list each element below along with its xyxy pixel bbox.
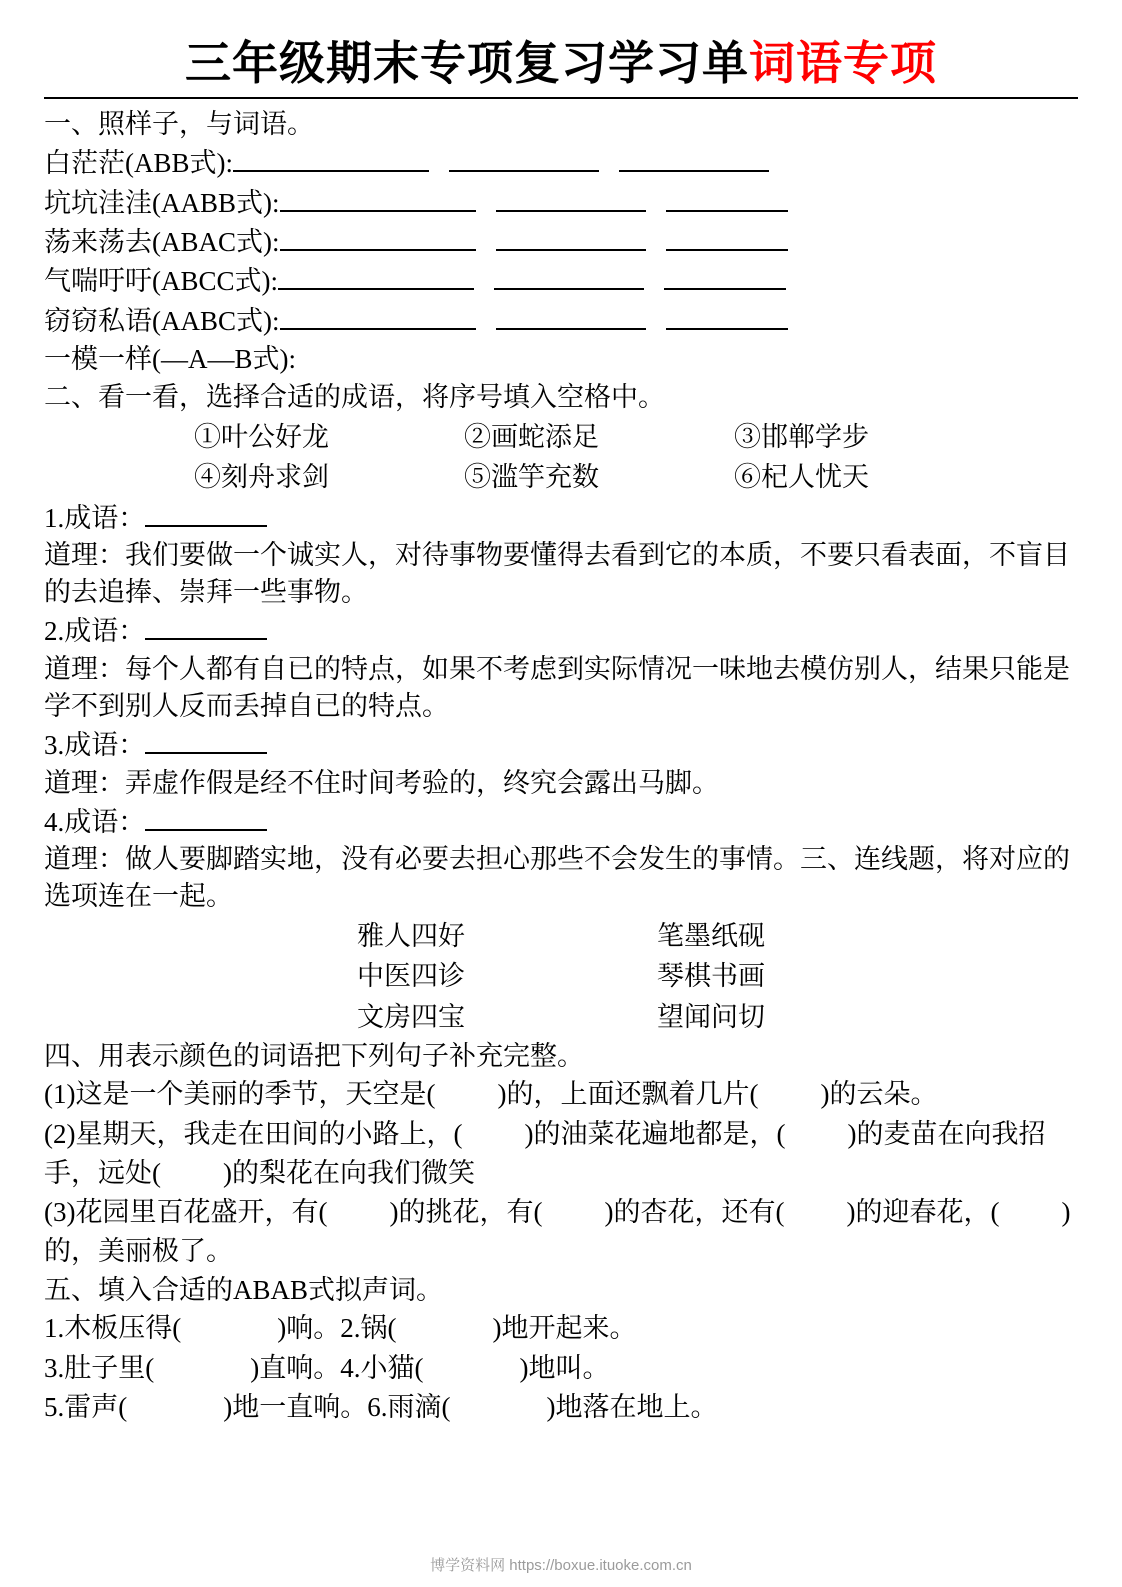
- section1-item-1-label: 白茫茫(ABB式):: [44, 148, 233, 179]
- section2-question-3-label: [44, 725, 1078, 764]
- s5-q1-text-b: )响。2.锅(: [277, 1313, 397, 1344]
- answer-blank[interactable]: [280, 222, 476, 251]
- match-right-3[interactable]: 望闻问切: [657, 1001, 765, 1032]
- idiom-option-4[interactable]: ④刻舟求剑: [194, 462, 329, 493]
- section2-heading: 二、看一看，选择合适的成语，将序号填入空格中。: [44, 382, 665, 413]
- section5-question-2: [44, 1349, 1078, 1388]
- answer-blank[interactable]: [280, 301, 476, 330]
- q2-text-b: )的油菜花遍地都是，(: [524, 1118, 786, 1149]
- match-row-2: [44, 956, 1078, 997]
- q3-text-b: )的挑花，有(: [389, 1196, 543, 1227]
- section1-item-5: [44, 301, 1078, 340]
- section1-item-2: [44, 183, 1078, 222]
- s5-q1-text-c: )地开起来。: [492, 1313, 637, 1344]
- answer-blank[interactable]: [280, 183, 476, 212]
- section4-question-2: [44, 1115, 1078, 1193]
- section5-question-1: [44, 1309, 1078, 1348]
- q1-text-b: )的，上面还飘着几片(: [497, 1079, 759, 1110]
- q2-text-a: (2)星期天，我走在田间的小路上，(: [44, 1118, 463, 1149]
- idiom-options-row-2: [44, 457, 1078, 498]
- q3-text-e: )的，美丽极了。: [44, 1196, 1071, 1266]
- section2-question-1-reason: 道理：我们要做一个诚实人，对待事物要懂得去看到它的本质，不要只看表面，不盲目的去追捧、崇拜一些事物。: [44, 539, 1070, 608]
- answer-blank[interactable]: [664, 261, 786, 290]
- section2-question-1-label: [44, 498, 1078, 537]
- section1-item-1: [44, 143, 1078, 182]
- answer-blank[interactable]: [494, 261, 644, 290]
- answer-blank[interactable]: [666, 301, 788, 330]
- section2-question-4-label: [44, 802, 1078, 841]
- match-row-1: [44, 916, 1078, 957]
- section2-question-2-label: [44, 611, 1078, 650]
- section1-item-6-label: 一模一样(—A—B式):: [44, 343, 296, 374]
- question-label: 1.成语：: [44, 502, 146, 533]
- idiom-option-5[interactable]: ⑤滥竽充数: [464, 462, 599, 493]
- answer-blank[interactable]: [496, 222, 646, 251]
- answer-blank[interactable]: [496, 183, 646, 212]
- section5-heading: 五、填入合适的ABAB式拟声词。: [44, 1275, 444, 1306]
- idiom-option-1[interactable]: ①叶公好龙: [194, 421, 329, 452]
- section2-question-2-reason: 道理：每个人都有自已的特点，如果不考虑到实际情况一味地去模仿别人，结果只能是学不到别人反而丢掉自已的特点。: [44, 653, 1070, 721]
- section1-item-3-label: 荡来荡去(ABAC式):: [44, 226, 280, 257]
- answer-blank[interactable]: [145, 725, 267, 754]
- section5-question-3: [44, 1388, 1078, 1427]
- q1-text-c: )的云朵。: [820, 1079, 938, 1110]
- match-right-1[interactable]: 笔墨纸砚: [657, 920, 765, 951]
- section1-item-4-label: 气喘吁吁(ABCC式):: [44, 266, 279, 297]
- section1-item-5-label: 窃窃私语(AABC式):: [44, 305, 280, 336]
- section1-item-4: [44, 261, 1078, 300]
- page-title-main: 三年级期末专项复习学习单: [185, 38, 749, 89]
- answer-blank[interactable]: [666, 183, 788, 212]
- q3-text-a: (3)花园里百花盛开，有(: [44, 1196, 328, 1227]
- section1-item-2-label: 坑坑洼洼(AABB式):: [44, 187, 280, 218]
- section1-item-3: [44, 222, 1078, 261]
- match-right-2[interactable]: 琴棋书画: [657, 961, 765, 992]
- idiom-option-6[interactable]: ⑥杞人忧天: [734, 462, 869, 493]
- section4-question-1: [44, 1075, 1078, 1114]
- idiom-options-row-1: [44, 417, 1078, 458]
- q2-text-d: )的梨花在向我们微笑: [223, 1157, 475, 1188]
- answer-blank[interactable]: [278, 261, 474, 290]
- q1-text-a: (1)这是一个美丽的季节，天空是(: [44, 1079, 436, 1110]
- question-label: 2.成语：: [44, 616, 146, 647]
- s5-q3-text-b: )地一直响。6.雨滴(: [223, 1391, 451, 1422]
- question-label: 4.成语：: [44, 806, 146, 837]
- idiom-option-3[interactable]: ③邯郸学步: [734, 421, 869, 452]
- answer-blank[interactable]: [496, 301, 646, 330]
- title-divider: [44, 97, 1078, 99]
- page-title-accent: 词语专项: [749, 38, 937, 89]
- s5-q3-text-a: 5.雷声(: [44, 1391, 128, 1422]
- q3-text-c: )的杏花，还有(: [604, 1196, 785, 1227]
- section2-question-4-reason: 道理：做人要脚踏实地，没有必要去担心那些不会发生的事情。三、连线题，将对应的选项连在一起。: [44, 844, 1070, 912]
- answer-blank[interactable]: [449, 143, 599, 172]
- s5-q1-text-a: 1.木板压得(: [44, 1313, 182, 1344]
- section4-question-3: [44, 1193, 1078, 1271]
- question-label: 3.成语：: [44, 730, 146, 761]
- answer-blank[interactable]: [233, 143, 429, 172]
- page-title: [44, 38, 1078, 91]
- q2-text-c: )的麦苗在向我招手，远处(: [44, 1118, 1046, 1188]
- q3-text-d: )的迎春花，(: [846, 1196, 1000, 1227]
- match-row-3: [44, 997, 1078, 1038]
- s5-q2-text-b: )直响。4.小猫(: [250, 1352, 424, 1383]
- idiom-option-2[interactable]: ②画蛇添足: [464, 421, 599, 452]
- answer-blank[interactable]: [666, 222, 788, 251]
- s5-q2-text-c: )地叫。: [519, 1352, 610, 1383]
- answer-blank[interactable]: [145, 802, 267, 831]
- answer-blank[interactable]: [145, 611, 267, 640]
- s5-q3-text-c: )地落在地上。: [546, 1391, 718, 1422]
- match-left-2[interactable]: 中医四诊: [357, 961, 465, 992]
- answer-blank[interactable]: [145, 498, 267, 527]
- section1-item-6: [44, 340, 1078, 378]
- s5-q2-text-a: 3.肚子里(: [44, 1352, 155, 1383]
- match-left-3[interactable]: 文房四宝: [357, 1001, 465, 1032]
- section2-question-3-reason: 道理：弄虚作假是经不住时间考验的，终究会露出马脚。: [44, 767, 719, 798]
- answer-blank[interactable]: [619, 143, 769, 172]
- section1-heading: 一、照样子，与词语。: [44, 108, 314, 139]
- match-left-1[interactable]: 雅人四好: [357, 920, 465, 951]
- footer-watermark: 博学资料网 https://boxue.ituoke.com.cn: [430, 1557, 692, 1574]
- section4-heading: 四、用表示颜色的词语把下列句子补充完整。: [44, 1041, 584, 1072]
